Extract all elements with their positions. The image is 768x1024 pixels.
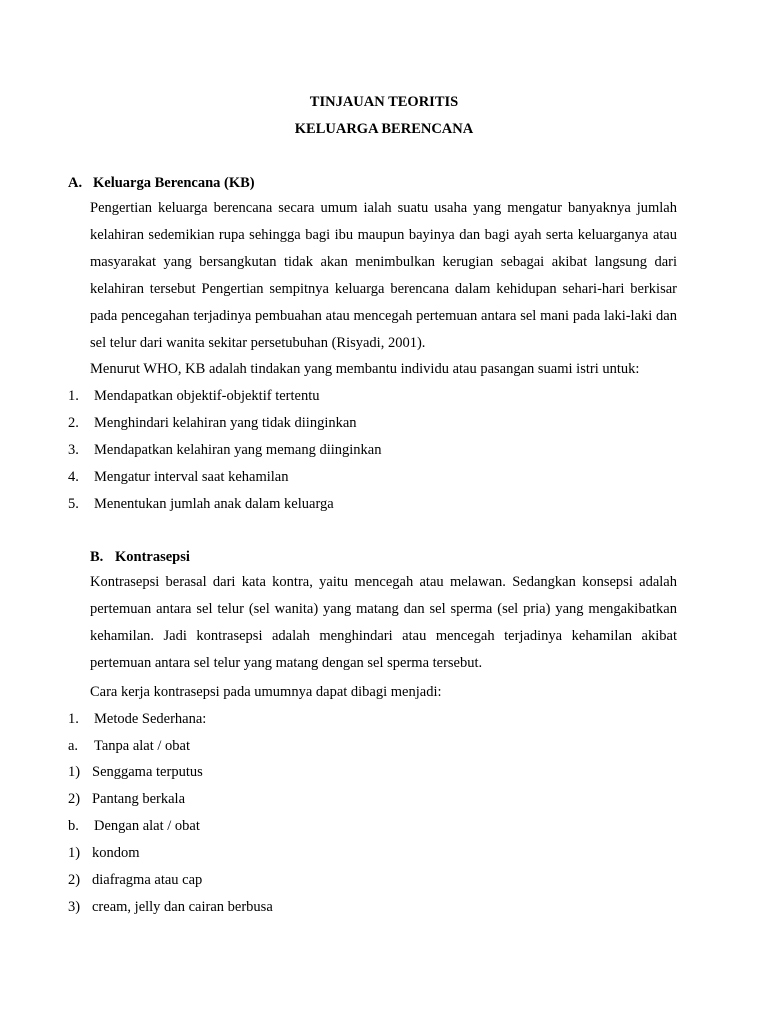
list-item-text: Pantang berkala <box>92 791 186 807</box>
list-marker: 1. <box>68 711 79 727</box>
list-item-text: diafragma atau cap <box>92 872 203 888</box>
list-item-text: Dengan alat / obat <box>94 818 200 834</box>
list-marker: 4. <box>68 469 79 485</box>
document-subtitle: KELUARGA BERENCANA <box>294 121 474 137</box>
document-title: TINJAUAN TEORITIS <box>309 94 459 110</box>
list-marker: 3. <box>68 442 79 458</box>
list-item-text: Menentukan jumlah anak dalam keluarga <box>94 496 334 512</box>
section-a-heading <box>68 174 255 192</box>
section-a-title: Keluarga Berencana (KB) <box>93 175 255 191</box>
list-item-text: Mendapatkan kelahiran yang memang diinginkan <box>94 442 382 458</box>
list-item-text: cream, jelly dan cairan berbusa <box>92 899 273 915</box>
list-marker: 1) <box>68 764 81 780</box>
section-a-label: A. <box>68 175 83 191</box>
section-a-paragraph: Pengertian keluarga berencana secara umum ialah suatu usaha yang mengatur banyaknya jumlah kelahiran sedemikian rupa sehingga bagi ibu maupun bayinya dan bagi ayah serta keluarganya atau masyarakat yang bersangkutan tidak akan menimbulkan kerugian sebagai akibat langsung dari kelahiran tersebut Pengertian sempitnya keluarga berencana dalam kehidupan sehari-hari berkisar pada pencegahan terjadinya pembuahan atau mencegah pertemuan antara sel mani pada laki-laki dan sel telur dari wanita sekitar persetubuhan (Risyadi, 2001). <box>90 200 677 351</box>
section-b-label: B. <box>90 549 104 565</box>
list-item-text: Senggama terputus <box>92 764 203 780</box>
section-b-intro: Cara kerja kontrasepsi pada umumnya dapat dibagi menjadi: <box>90 684 442 700</box>
section-b-heading <box>90 548 190 566</box>
list-marker: 2. <box>68 415 79 431</box>
list-item-text: kondom <box>92 845 140 861</box>
list-item-text: Metode Sederhana: <box>94 711 207 727</box>
list-marker: b. <box>68 818 79 834</box>
section-b-paragraph: Kontrasepsi berasal dari kata kontra, yaitu mencegah atau melawan. Sedangkan konsepsi adalah pertemuan antara sel telur (sel wanita) yang matang dan sel sperma (sel pria) yang mengakibatkan kehamilan. Jadi kontrasepsi adalah menghindari atau mencegah terjadinya kehamilan akibat pertemuan antara sel telur yang matang dengan sel sperma tersebut. <box>90 574 677 671</box>
list-marker: 5. <box>68 496 79 512</box>
list-marker: 1) <box>68 845 81 861</box>
list-item-text: Menghindari kelahiran yang tidak diinginkan <box>94 415 357 431</box>
list-item-text: Tanpa alat / obat <box>94 738 191 754</box>
list-marker: 2) <box>68 872 81 888</box>
section-b-title: Kontrasepsi <box>115 549 190 565</box>
list-marker: 3) <box>68 899 81 915</box>
list-marker: a. <box>68 738 79 754</box>
list-item-text: Mengatur interval saat kehamilan <box>94 469 289 485</box>
list-item-text: Mendapatkan objektif-objektif tertentu <box>94 388 320 404</box>
list-marker: 2) <box>68 791 81 807</box>
section-a-intro: Menurut WHO, KB adalah tindakan yang membantu individu atau pasangan suami istri untuk: <box>90 361 640 377</box>
list-marker: 1. <box>68 388 79 404</box>
